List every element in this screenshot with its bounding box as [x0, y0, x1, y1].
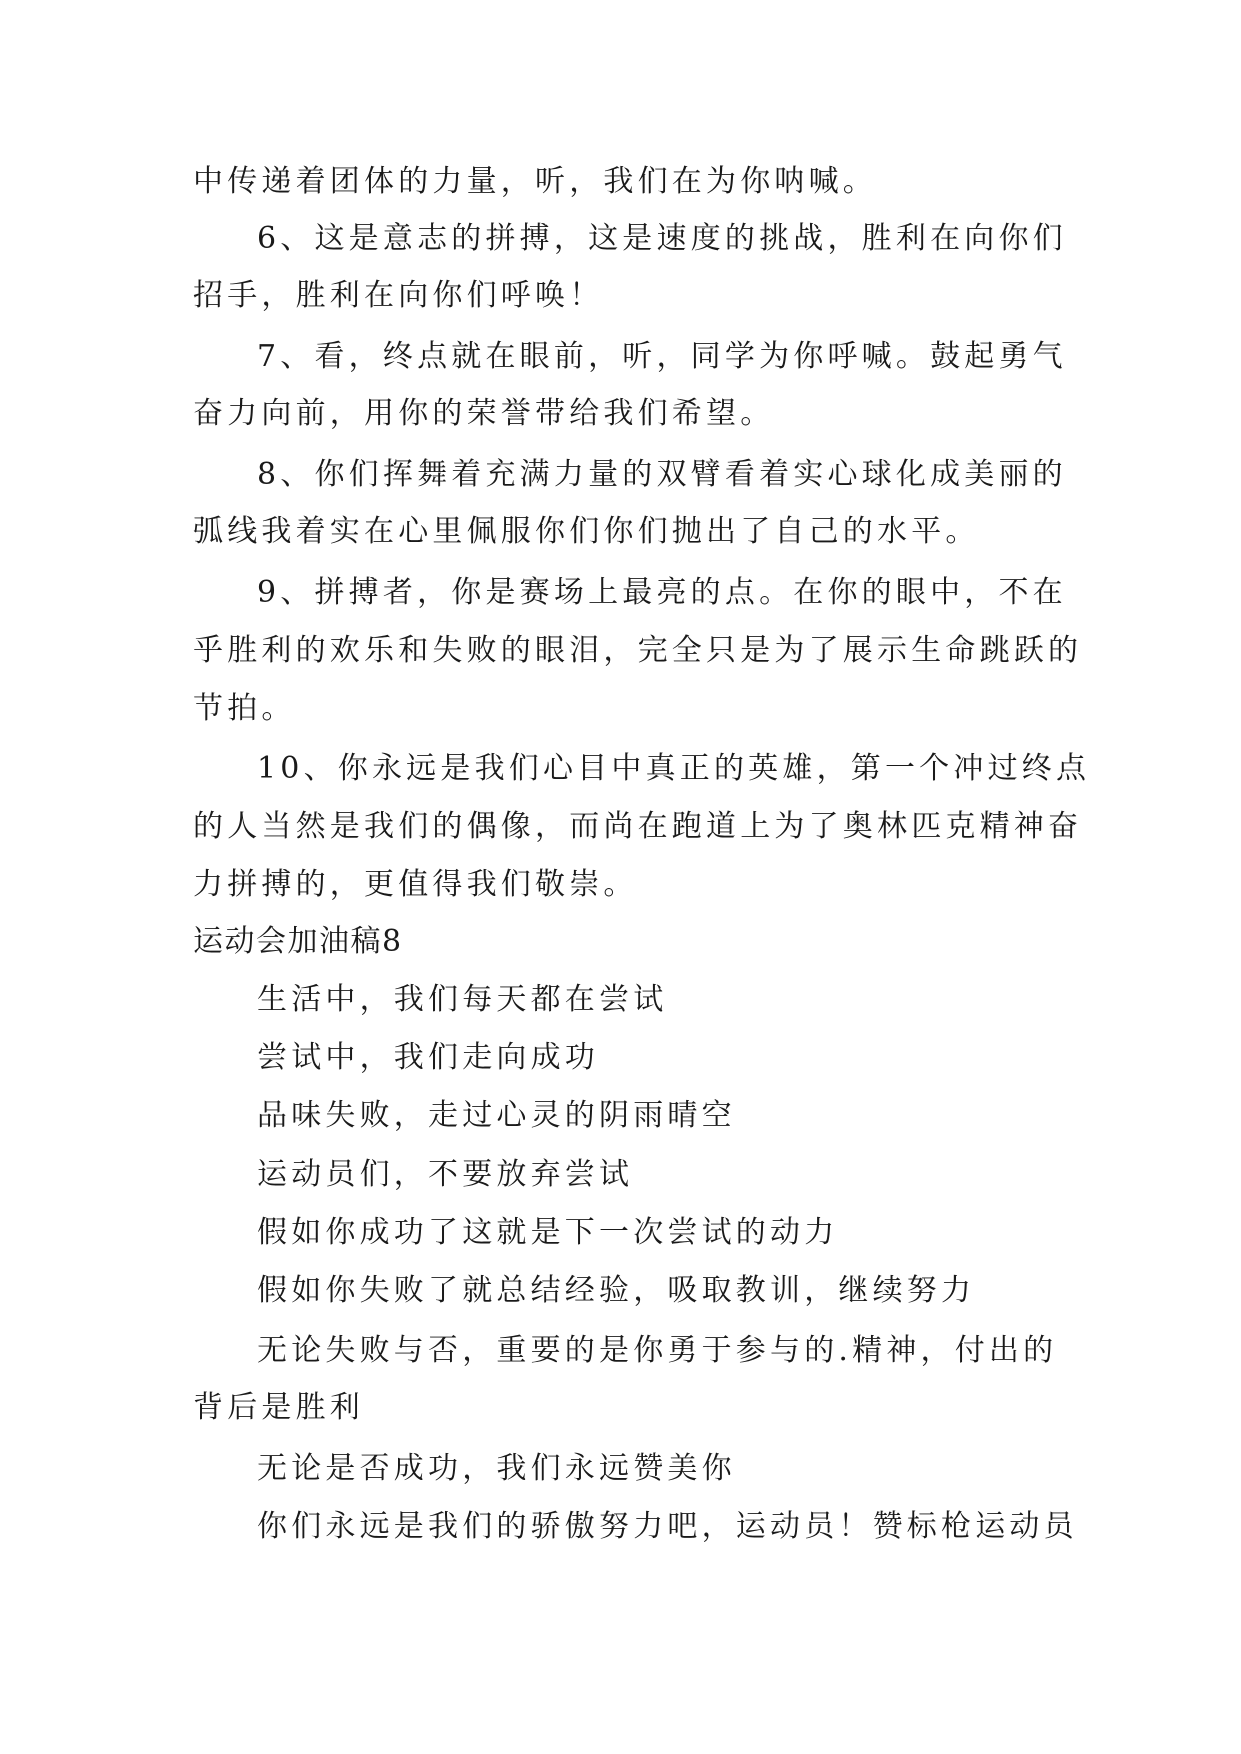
text-line: 中传递着团体的力量，听，我们在为你呐喊。	[193, 164, 877, 199]
section-heading: 运动会加油稿8	[193, 924, 403, 959]
text-line: 10、你永远是我们心目中真正的英雄，第一个冲过终点	[257, 751, 1091, 786]
text-line: 你们永远是我们的骄傲努力吧，运动员！赞标枪运动员	[257, 1509, 1078, 1544]
text-line: 6、这是意志的拼搏，这是速度的挑战，胜利在向你们	[257, 221, 1067, 256]
text-line: 力拼搏的，更值得我们敬崇。	[193, 867, 638, 902]
text-line: 9、拼搏者，你是赛场上最亮的点。在你的眼中，不在	[257, 575, 1067, 610]
text-line: 生活中，我们每天都在尝试	[257, 982, 668, 1017]
text-line: 无论失败与否，重要的是你勇于参与的.精神，付出的	[257, 1333, 1058, 1368]
text-line: 运动员们，不要放弃尝试	[257, 1157, 634, 1192]
text-line: 尝试中，我们走向成功	[257, 1040, 599, 1075]
text-line: 品味失败，走过心灵的阴雨晴空	[257, 1098, 736, 1133]
text-line: 乎胜利的欢乐和失败的眼泪，完全只是为了展示生命跳跃的	[193, 633, 1083, 668]
text-line: 假如你成功了这就是下一次尝试的动力	[257, 1215, 839, 1250]
text-line: 的人当然是我们的偶像，而尚在跑道上为了奥林匹克精神奋	[193, 809, 1083, 844]
text-line: 招手，胜利在向你们呼唤！	[193, 278, 604, 313]
text-line: 7、看，终点就在眼前，听，同学为你呼喊。鼓起勇气	[257, 339, 1067, 374]
text-line: 奋力向前，用你的荣誉带给我们希望。	[193, 396, 775, 431]
text-line: 背后是胜利	[193, 1390, 364, 1425]
text-line: 无论是否成功，我们永远赞美你	[257, 1451, 736, 1486]
text-line: 弧线我着实在心里佩服你们你们抛出了自己的水平。	[193, 514, 980, 549]
text-line: 假如你失败了就总结经验，吸取教训，继续努力	[257, 1273, 976, 1308]
text-line: 节拍。	[193, 691, 296, 726]
text-line: 8、你们挥舞着充满力量的双臂看着实心球化成美丽的	[257, 457, 1067, 492]
